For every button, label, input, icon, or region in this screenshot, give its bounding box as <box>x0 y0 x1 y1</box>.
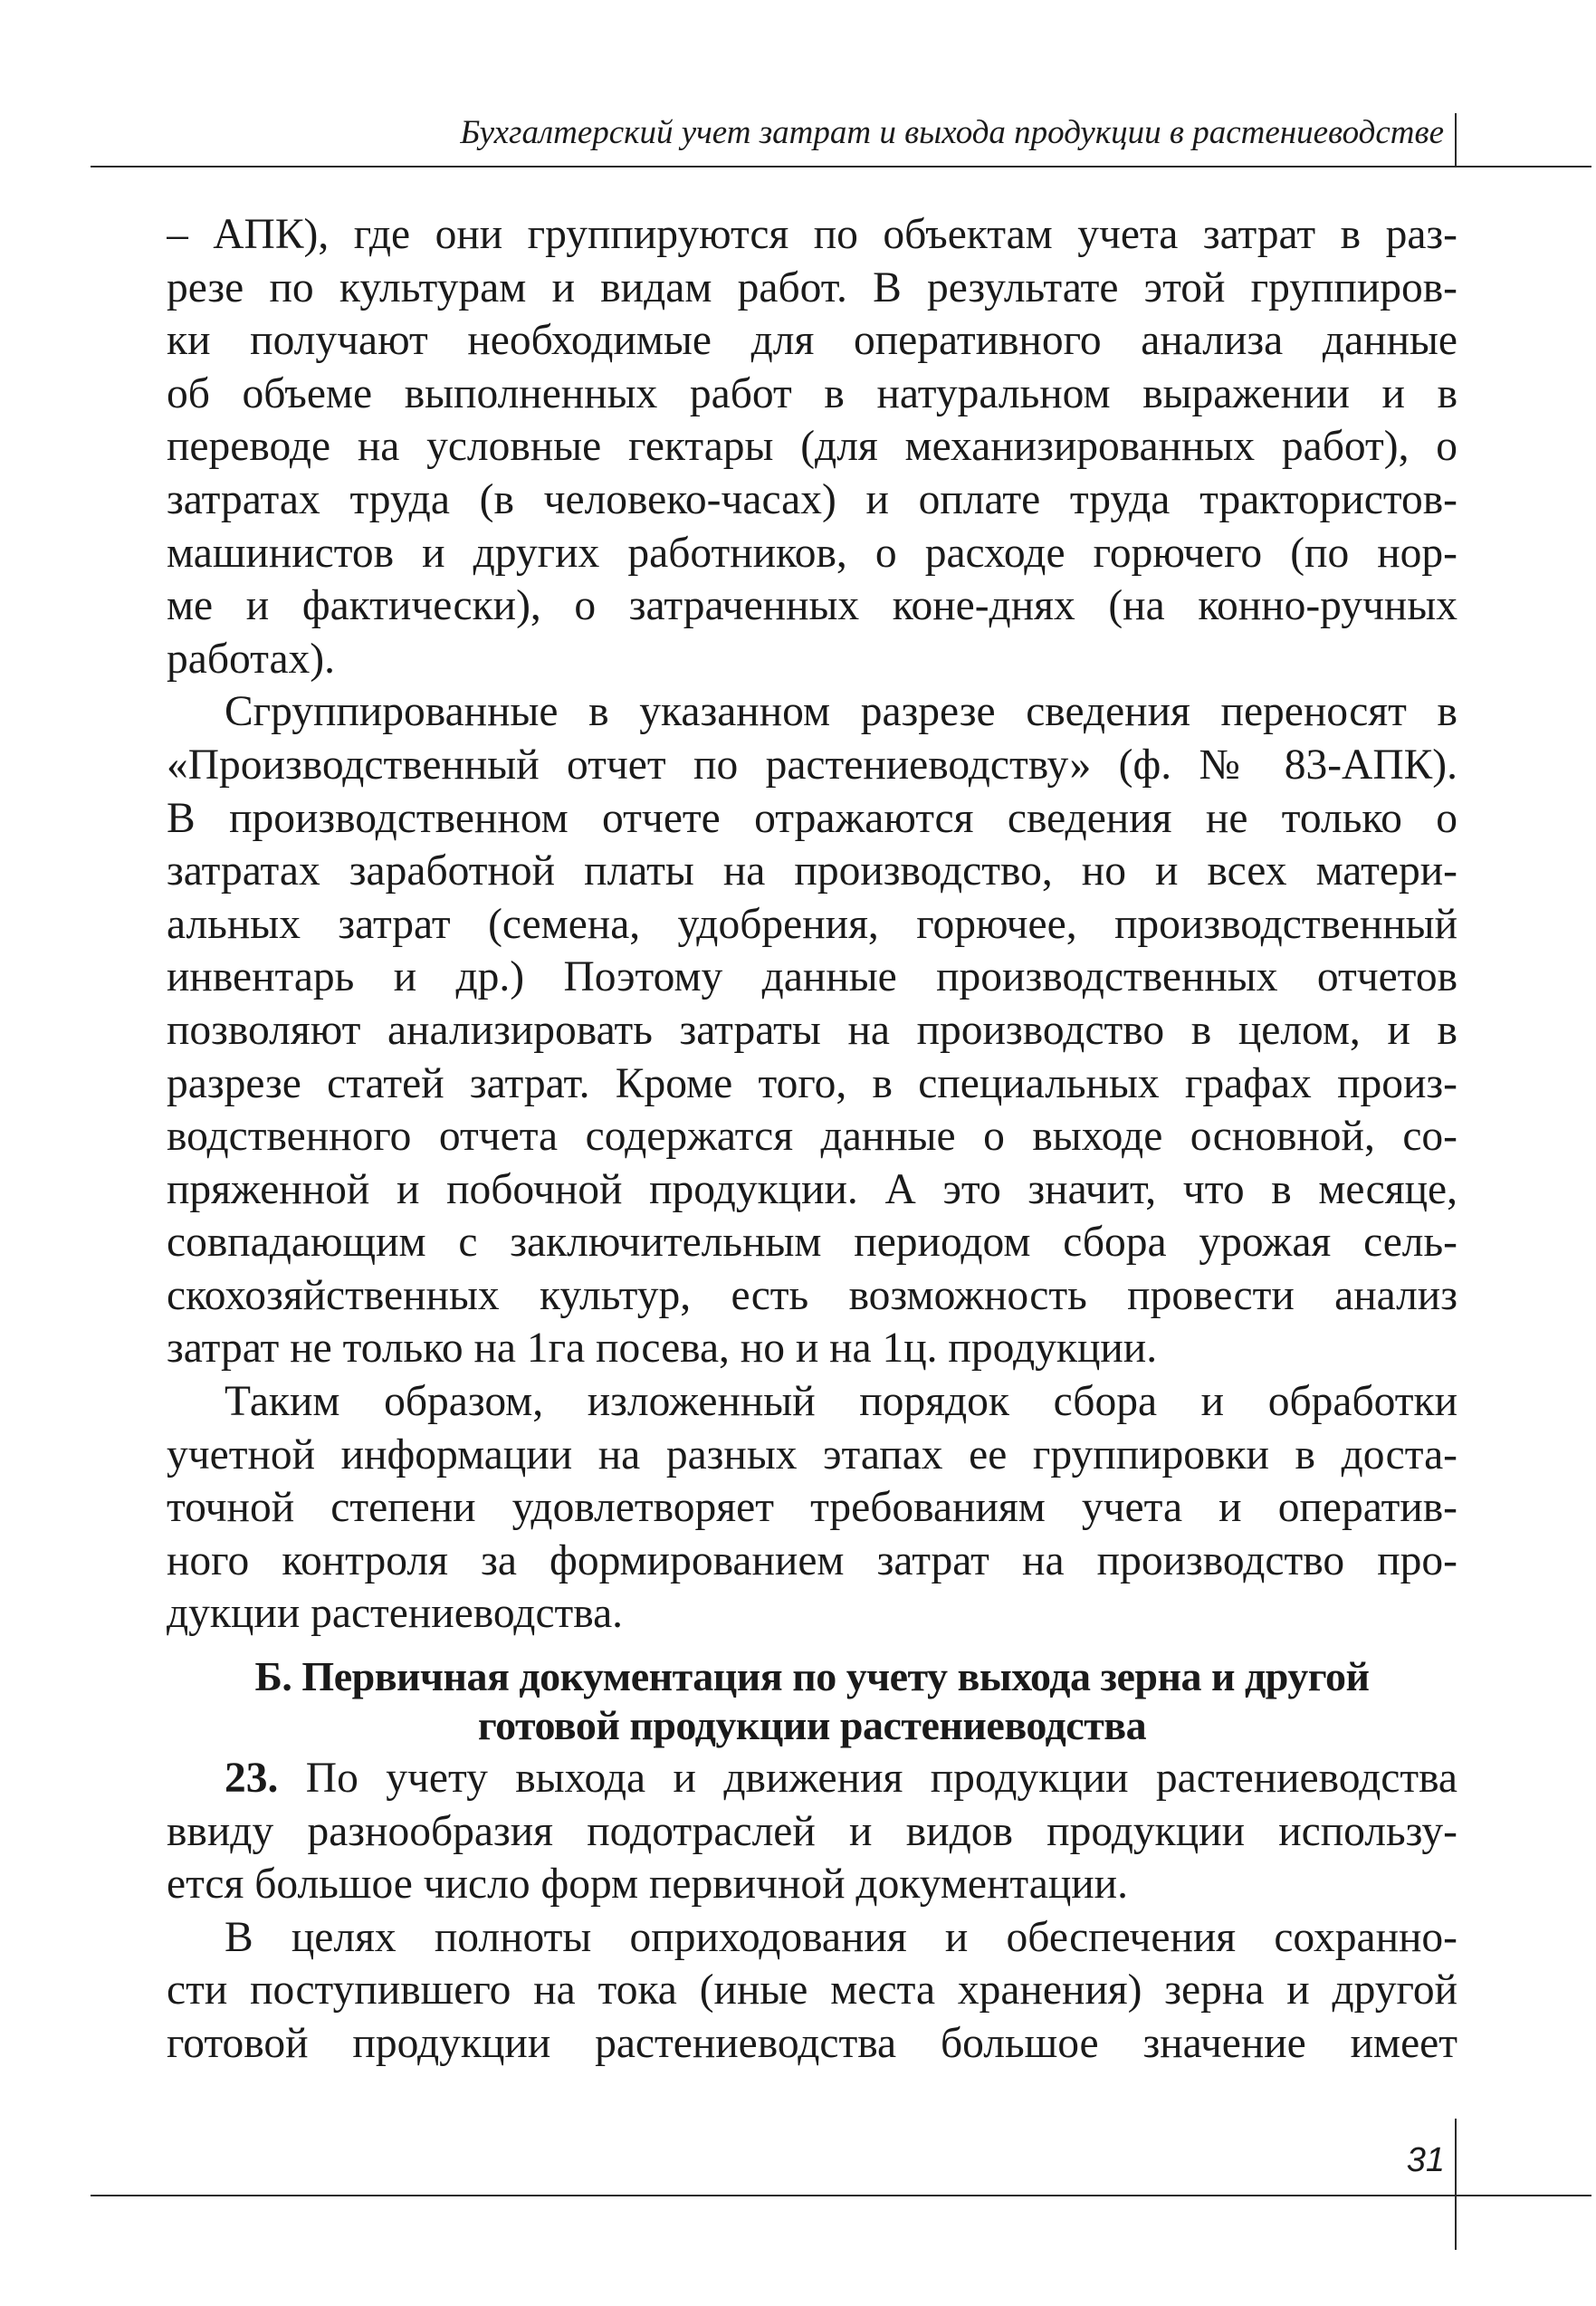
section-heading <box>167 1652 1457 1750</box>
paragraph-3-line: Таким образом, изложенный порядок сбора и обработки <box>225 1378 1457 1426</box>
paragraph-1-line: работах). <box>167 635 335 683</box>
paragraph-2-line: «Производственный отчет по растениеводству» (ф. № 83-АПК). <box>167 741 1457 789</box>
header-rule <box>91 166 1591 167</box>
paragraph-2-line: скохозяйственных культур, есть возможность провести анализ <box>167 1271 1457 1319</box>
paragraph-1-line: ме и фактически), о затраченных коне-днях (на конно-ручных <box>167 582 1457 630</box>
paragraph-2-line: В производственном отчете отражаются сведения не только о <box>167 794 1457 842</box>
paragraph-2-line: разрезе статей затрат. Кроме того, в специальных графах произ- <box>167 1059 1457 1107</box>
paragraph-2-line: затратах заработной платы на производство, но и всех матери- <box>167 847 1457 895</box>
paragraph-1-line: затратах труда (в человеко-часах) и оплате труда трактористов- <box>167 475 1457 523</box>
section-heading-line-1: Б. Первичная документация по учету выхода зерна и другой <box>254 1653 1370 1699</box>
paragraph-1-line: резе по культурам и видам работ. В результате этой группиров- <box>167 263 1457 311</box>
paragraph-2-line: совпадающим с заключительным периодом сбора урожая сель- <box>167 1219 1457 1267</box>
item-number: 23. <box>225 1755 279 1802</box>
paragraph-1-line: машинистов и других работников, о расходе горючего (по нор- <box>167 529 1457 577</box>
paragraph-5-line: готовой продукции растениеводства большое значение имеет <box>167 2019 1457 2067</box>
paragraph-3-line: дукции растениеводства. <box>167 1590 624 1638</box>
section-heading-line-2: готовой продукции растениеводства <box>477 1702 1147 1748</box>
paragraph-2-line: инвентарь и др.) Поэтому данные производственных отчетов <box>167 953 1457 1001</box>
paragraph-3-line: точной степени удовлетворяет требованиям учета и оператив- <box>167 1484 1457 1532</box>
header-divider-tick <box>1455 113 1457 166</box>
footer-divider-tick <box>1455 2119 1457 2250</box>
paragraph-1-line: переводе на условные гектары (для механизированных работ), о <box>167 423 1457 471</box>
paragraph-2-line: пряженной и побочной продукции. А это значит, что в месяце, <box>167 1165 1457 1213</box>
body-text <box>167 208 1457 1641</box>
paragraph-1-line: ки получают необходимые для оперативного анализа данные <box>167 317 1457 365</box>
section-body-text <box>167 1752 1457 2071</box>
paragraph-2-line: альных затрат (семена, удобрения, горючее, производственный <box>167 900 1457 948</box>
paragraph-1-line: об объеме выполненных работ в натуральном выражении и в <box>167 369 1457 417</box>
footer-rule <box>91 2195 1591 2196</box>
paragraph-2-line: водственного отчета содержатся данные о выходе основной, со- <box>167 1113 1457 1161</box>
paragraph-2-line: затрат не только на 1га посева, но и на 1ц. продукции. <box>167 1325 1158 1373</box>
paragraph-1-line: – АПК), где они группируются по объектам учета затрат в раз- <box>167 211 1457 258</box>
paragraph-3-line: учетной информации на разных этапах ее группировки в доста- <box>167 1430 1457 1478</box>
paragraph-4-line-text: По учету выхода и движения продукции растениеводства <box>278 1755 1457 1802</box>
paragraph-5-line: В целях полноты оприходования и обеспечения сохранно- <box>225 1913 1457 1961</box>
paragraph-2-line: позволяют анализировать затраты на производство в целом, и в <box>167 1006 1457 1054</box>
paragraph-4-line: ется большое число форм первичной документации. <box>167 1861 1128 1909</box>
paragraph-5-line: сти поступившего на тока (иные места хранения) зерна и другой <box>167 1966 1457 2014</box>
running-header: Бухгалтерский учет затрат и выхода продукции в растениеводстве <box>460 114 1444 151</box>
paragraph-2-line: Сгруппированные в указанном разрезе сведения переносят в <box>225 688 1457 736</box>
paragraph-4-line <box>167 1752 1457 1805</box>
paragraph-3-line: ного контроля за формированием затрат на производство про- <box>167 1536 1457 1584</box>
paragraph-4-line: ввиду разнообразия подотраслей и видов продукции использу- <box>167 1807 1457 1855</box>
page-number: 31 <box>1406 2141 1445 2179</box>
